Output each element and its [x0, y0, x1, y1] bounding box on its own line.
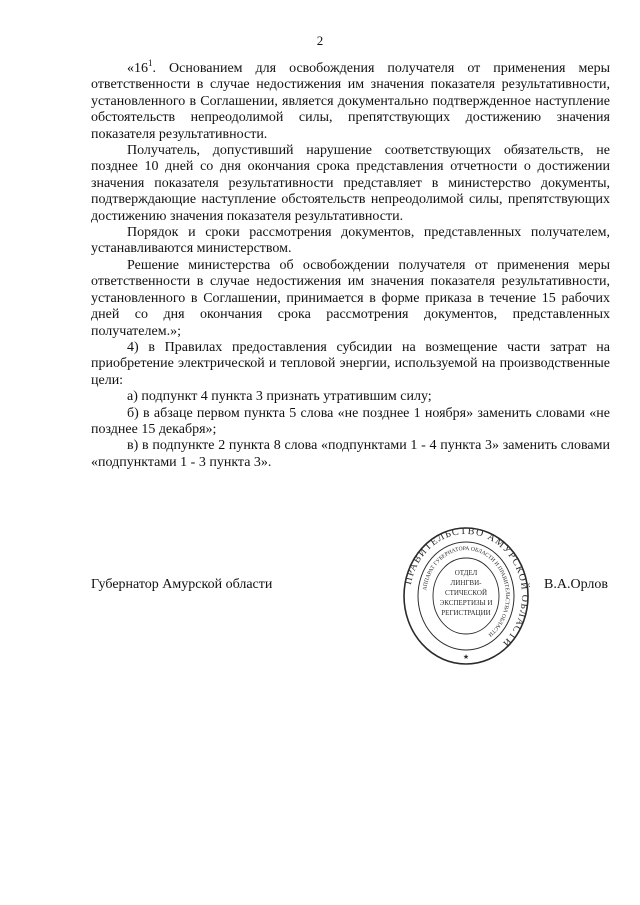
stamp-center-line-3: СТИЧЕСКОЙ [444, 589, 488, 597]
paragraph-4: Решение министерства об освобождении получателя от применения меры ответственности в случае недостижения им значения показателя результативности, установленного в Соглашении, принимается в форме приказа в течение 15 рабочих дней со дня окончания срока рассмотрения документов, представленных получателем.»; [91, 257, 610, 339]
paragraph-1-superscript: 1 [148, 58, 153, 68]
official-stamp [402, 522, 530, 670]
stamp-center-line-5: РЕГИСТРАЦИИ [441, 609, 491, 617]
paragraph-5: 4) в Правилах предоставления субсидии на возмещение части затрат на приобретение электрической и тепловой энергии, используемой на производственные цели: [91, 339, 610, 388]
paragraph-1-text: . Основанием для освобождения получателя от применения меры ответственности в случае недостижения им значения показателя результативности, установленного в Соглашении, является документально подтвержденное наступление обстоятельств непреодолимой силы, препятствующих достижению значения показателя результативности. [91, 61, 610, 142]
signatory-name: В.А.Орлов [544, 577, 608, 592]
paragraph-1-prefix: «16 [127, 61, 148, 76]
document-body [91, 58, 610, 471]
signatory-title: Губернатор Амурской области [91, 577, 273, 592]
paragraph-8: в) в подпункте 2 пункта 8 слова «подпунктами 1 - 4 пункта 3» заменить словами «подпунктами 1 - 3 пункта 3». [91, 438, 610, 470]
page-number: 2 [316, 33, 324, 48]
paragraph-1 [91, 58, 610, 143]
paragraph-3: Порядок и сроки рассмотрения документов, представленных получателем, устанавливаются министерством. [91, 225, 610, 257]
paragraph-2: Получатель, допустивший нарушение соответствующих обязательств, не позднее 10 дней со дня окончания срока представления отчетности о достижении значения показателя результативности представляет в министерство документы, подтверждающие наступление обстоятельств непреодолимой силы, препятствующих достижению значения показателя результативности. [91, 143, 610, 224]
stamp-outer-text: ПРАВИТЕЛЬСТВО АМУРСКОЙ ОБЛАСТИ [402, 525, 530, 650]
stamp-inner-text: АППАРАТ ГУБЕРНАТОРА ОБЛАСТИ И ПРАВИТЕЛЬСТВА ОБЛАСТИ [422, 545, 511, 638]
paragraph-7: б) в абзаце первом пункта 5 слова «не позднее 1 ноября» заменить словами «не позднее 15 декабря»; [91, 405, 610, 437]
stamp-center-line-1: ОТДЕЛ [454, 569, 478, 577]
paragraph-6: а) подпункт 4 пункта 3 признать утратившим силу; [127, 389, 432, 405]
stamp-star-icon: ★ [462, 653, 470, 661]
stamp-center-line-2: ЛИНГВИ- [450, 579, 482, 587]
stamp-center-line-4: ЭКСПЕРТИЗЫ И [439, 599, 493, 607]
svg-text:ПРАВИТЕЛЬСТВО АМУРСКОЙ ОБЛАСТИ [403, 526, 530, 649]
